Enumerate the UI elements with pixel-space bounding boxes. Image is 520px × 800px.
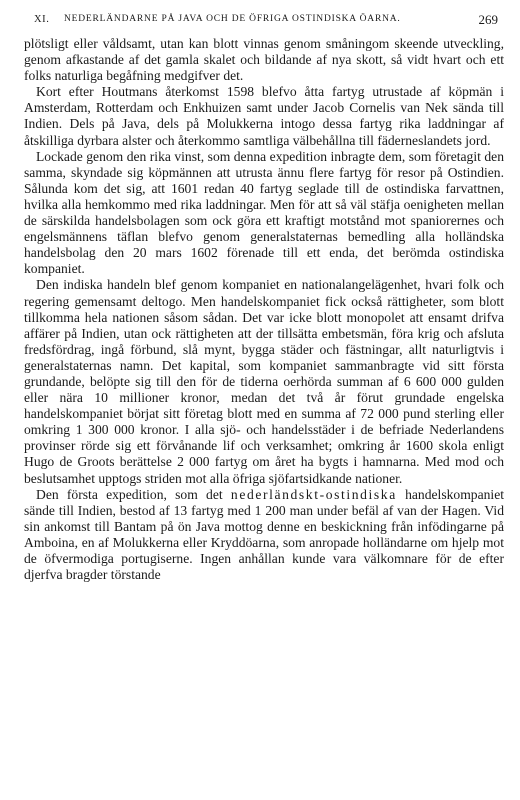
page-number: 269 bbox=[478, 12, 498, 27]
chapter-number: XI. bbox=[34, 14, 50, 25]
spaced-emphasis: nederländskt-ostindiska bbox=[230, 486, 397, 502]
paragraph-company-founding: Lockade genom den rika vinst, som denna expedition inbragte dem, som företagit den samma, skyndade sig köpmännen att utrusta ännu flere fartyg för resor på Ostindien. Sålunda kom det sig, att 1601 redan 40 fartyg seglade till de ostindiska farvattnen, hvilka alla hemkommo med rika laddningar. Men för att så väl stäfja oenigheten mellan de särskilda handelsbolagen som ock göra ett kraftigt motstånd mot spaniorernes och engelsmännens täflan blefvo genom generalstaternas bemedling alla holländska handelsbolag den 20 mars 1602 förenade till ett enda, det berömda ostindiska kompaniet. bbox=[24, 148, 504, 277]
paragraph-continued: plötsligt eller våldsamt, utan kan blott vinnas genom småningom skeende utveckling, genom afkastande af det gamla skalet och bildande af nya skott, så vidt hvart och ett folks naturliga begåfning medgifver det. bbox=[24, 36, 504, 84]
running-title: NEDERLÄNDARNE PÅ JAVA OCH DE ÖFRIGA OSTINDISKA ÖARNA. bbox=[64, 14, 401, 24]
paragraph-text-after: handelskompaniet sände till Indien, bestod af 13 fartyg med 1 200 man under befäl af van der Hagen. Vid sin ankomst till Bantam på ön Java mottog denne en beskickning från infödingarne på Amboina, en af Molukkerna eller Kryddöarna, som anropade holländarne om hjelp mot de öfvermodiga portugiserne. Ingen anhållan kunde vara välkomnare för de efter djerfva bragder törstande bbox=[24, 486, 505, 583]
paragraph-first-expedition bbox=[24, 487, 504, 584]
book-page bbox=[24, 8, 504, 583]
paragraph-national-trade: Den indiska handeln blef genom kompaniet en nationalangelägenhet, hvari folk och regering gemensamt deltogo. Men handelskompaniet fick också rättigheter, som blott tillkomma hela nationen såsom sådan. Det var icke blott monopolet att ensamt drifva affärer på Indien, utan ock rättigheten att der tillsätta embetsmän, föra krig och afsluta fredsfördrag, ingå förbund, slå mynt, bygga städer och fästningar, allt naturligtvis i generalstaternas namn. Det kapital, som kompaniet sammanbragte vid sitt första grundande, belöpte sig till den för de tiderna oerhörda summan af 6 600 000 gulden eller nära 10 millioner kronor, medan det två år förut grundade engelska handelskompaniet börjat sitt företag blott med en summa af 72 000 pund sterling eller omkring 1 300 000 kronor. I alla sjö- och handelsstäder i de befriade Nederlandens provinser rörde sig ett förvånande lif och verksamhet; omkring år 1600 skola enligt Hugo de Groots berättelse 2 000 fartyg om året ha bygts i hamnarna. Med mod och beslutsamhet upptogs striden mot alla öfriga sjöfartsidkande nationer. bbox=[24, 277, 504, 486]
paragraph-houtman-expedition: Kort efter Houtmans återkomst 1598 blefvo åtta fartyg utrustade af köpmän i Amsterdam, Rotterdam och Enkhuizen samt under Jacob Cornelis van Nek sända till Indien. Dels på Java, dels på Molukkerna intogo dessa fartyg rika laddningar af åtskilliga dyrbara alster och återkommo samtliga välbehållna till fäderneslandets jord. bbox=[24, 84, 504, 148]
body-text bbox=[24, 36, 504, 583]
running-head bbox=[24, 8, 504, 28]
paragraph-text-before: Den första expedition, som det bbox=[36, 486, 231, 502]
